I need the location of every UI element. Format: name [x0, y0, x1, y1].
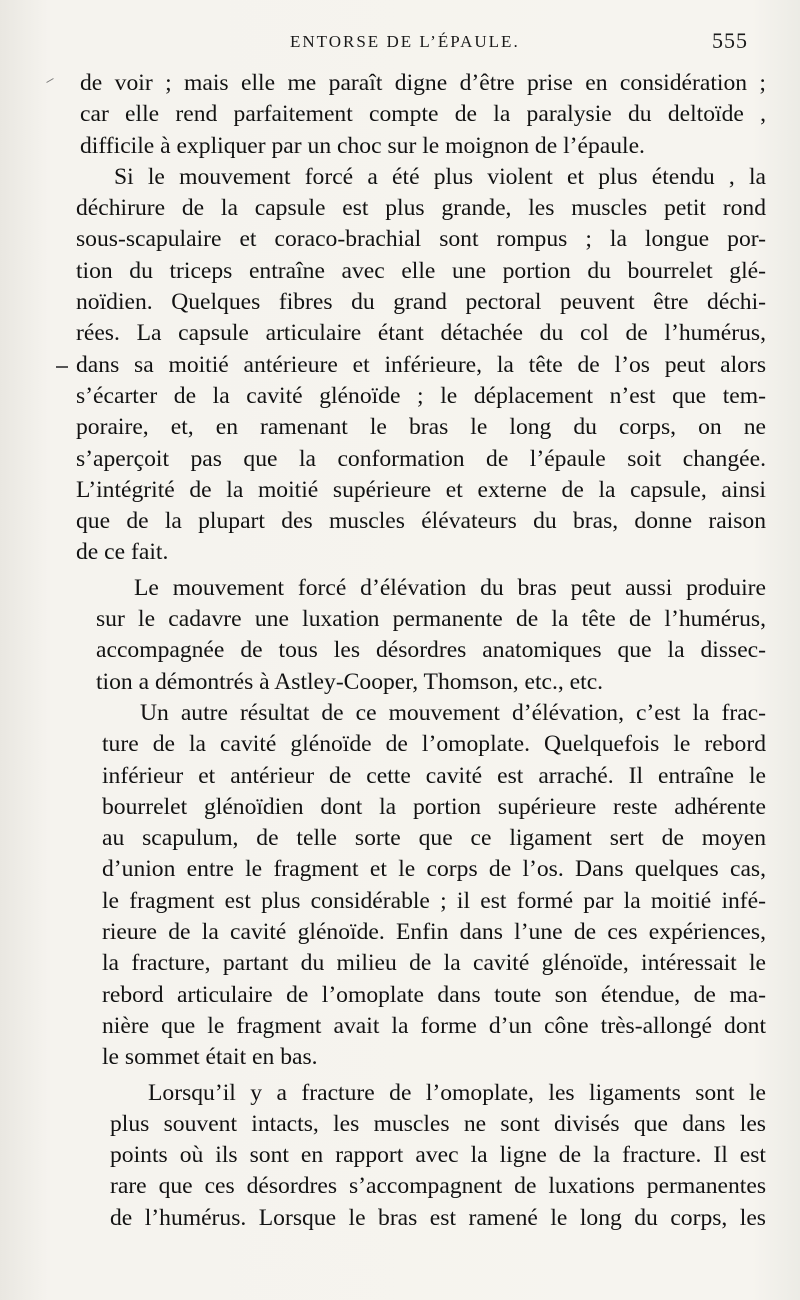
text-line: le fragment est plus considérable ; il est formé par la moitié infé- — [102, 887, 766, 914]
text-line: tion du triceps entraîne avec elle une portion du bourrelet glé- — [76, 257, 766, 284]
text-line: L’intégrité de la moitié supérieure et externe de la capsule, ainsi — [76, 476, 766, 503]
paragraph — [76, 162, 766, 569]
text-line: plus souvent intacts, les muscles ne sont divisés que dans les — [110, 1110, 766, 1137]
text-line: la fracture, partant du milieu de la cavité glénoïde, intéressait le — [102, 950, 766, 977]
page-header — [0, 28, 800, 62]
paragraph — [96, 573, 766, 698]
text-line: déchirure de la capsule est plus grande, les muscles petit rond — [76, 195, 766, 222]
text-line: car elle rend parfaitement compte de la paralysie du deltoïde , — [80, 101, 766, 128]
text-line: s’aperçoit pas que la conformation de l’épaule soit changée. — [76, 445, 766, 472]
text-line: nière que le fragment avait la forme d’un cône très-allongé dont — [102, 1012, 766, 1039]
paragraph — [102, 698, 766, 1074]
text-line: rées. La capsule articulaire étant détachée du col de l’humérus, — [76, 320, 766, 347]
text-line: tion a démontrés à Astley-Cooper, Thomson, etc., etc. — [96, 668, 604, 695]
text-line: sous-scapulaire et coraco-brachial sont rompus ; la longue por- — [76, 226, 766, 253]
text-line: Si le mouvement forcé a été plus violent et plus étendu , la — [114, 163, 766, 190]
text-line: rieure de la cavité glénoïde. Enfin dans l’une de ces expériences, — [102, 919, 766, 946]
margin-mark — [46, 78, 53, 83]
text-line: rebord articulaire de l’omoplate dans toute son étendue, de ma- — [102, 981, 766, 1008]
running-title: ENTORSE DE L’ÉPAULE. — [290, 32, 520, 51]
text-line: accompagnée de tous les désordres anatomiques que la dissec- — [96, 637, 766, 664]
text-line: bourrelet glénoïdien dont la portion supérieure reste adhérente — [102, 793, 766, 820]
text-line: Le mouvement forcé d’élévation du bras peut aussi produire — [134, 574, 766, 601]
text-line: que de la plupart des muscles élévateurs du bras, donne raison — [76, 508, 766, 535]
text-line: points où ils sont en rapport avec la ligne de la fracture. Il est — [110, 1142, 766, 1169]
text-line: d’union entre le fragment et le corps de l’os. Dans quelques cas, — [102, 856, 766, 883]
paragraph — [80, 68, 766, 162]
text-line: Un autre résultat de ce mouvement d’élévation, c’est la frac- — [140, 699, 766, 726]
text-line: de voir ; mais elle me paraît digne d’être prise en considération ; — [80, 70, 766, 96]
text-line: dans sa moitié antérieure et inférieure, la tête de l’os peut alors — [76, 351, 766, 378]
text-line: Lorsqu’il y a fracture de l’omoplate, les ligaments sont le — [148, 1079, 766, 1106]
text-line: de ce fait. — [76, 539, 169, 566]
text-line: le sommet était en bas. — [102, 1044, 318, 1071]
paragraph — [110, 1078, 766, 1234]
text-line: poraire, et, en ramenant le bras le long du corps, on ne — [76, 414, 766, 441]
margin-mark — [56, 366, 68, 368]
text-line: au scapulum, de telle sorte que ce ligament sert de moyen — [102, 825, 766, 852]
body-text — [76, 68, 766, 1234]
text-line: sur le cadavre une luxation permanente de la tête de l’humérus, — [96, 606, 766, 633]
text-line: s’écarter de la cavité glénoïde ; le déplacement n’est que tem- — [76, 382, 766, 409]
text-line: rare que ces désordres s’accompagnent de luxations permanentes — [110, 1173, 766, 1200]
text-line: ture de la cavité glénoïde de l’omoplate. Quelquefois le rebord — [102, 731, 766, 758]
text-line: difficile à expliquer par un choc sur le moignon de l’épaule. — [80, 132, 645, 159]
page-number: 555 — [712, 28, 748, 53]
text-line: noïdien. Quelques fibres du grand pectoral peuvent être déchi- — [76, 289, 766, 316]
text-line: de l’humérus. Lorsque le bras est ramené le long du corps, les — [110, 1204, 766, 1231]
text-line: inférieur et antérieur de cette cavité est arraché. Il entraîne le — [102, 762, 766, 789]
